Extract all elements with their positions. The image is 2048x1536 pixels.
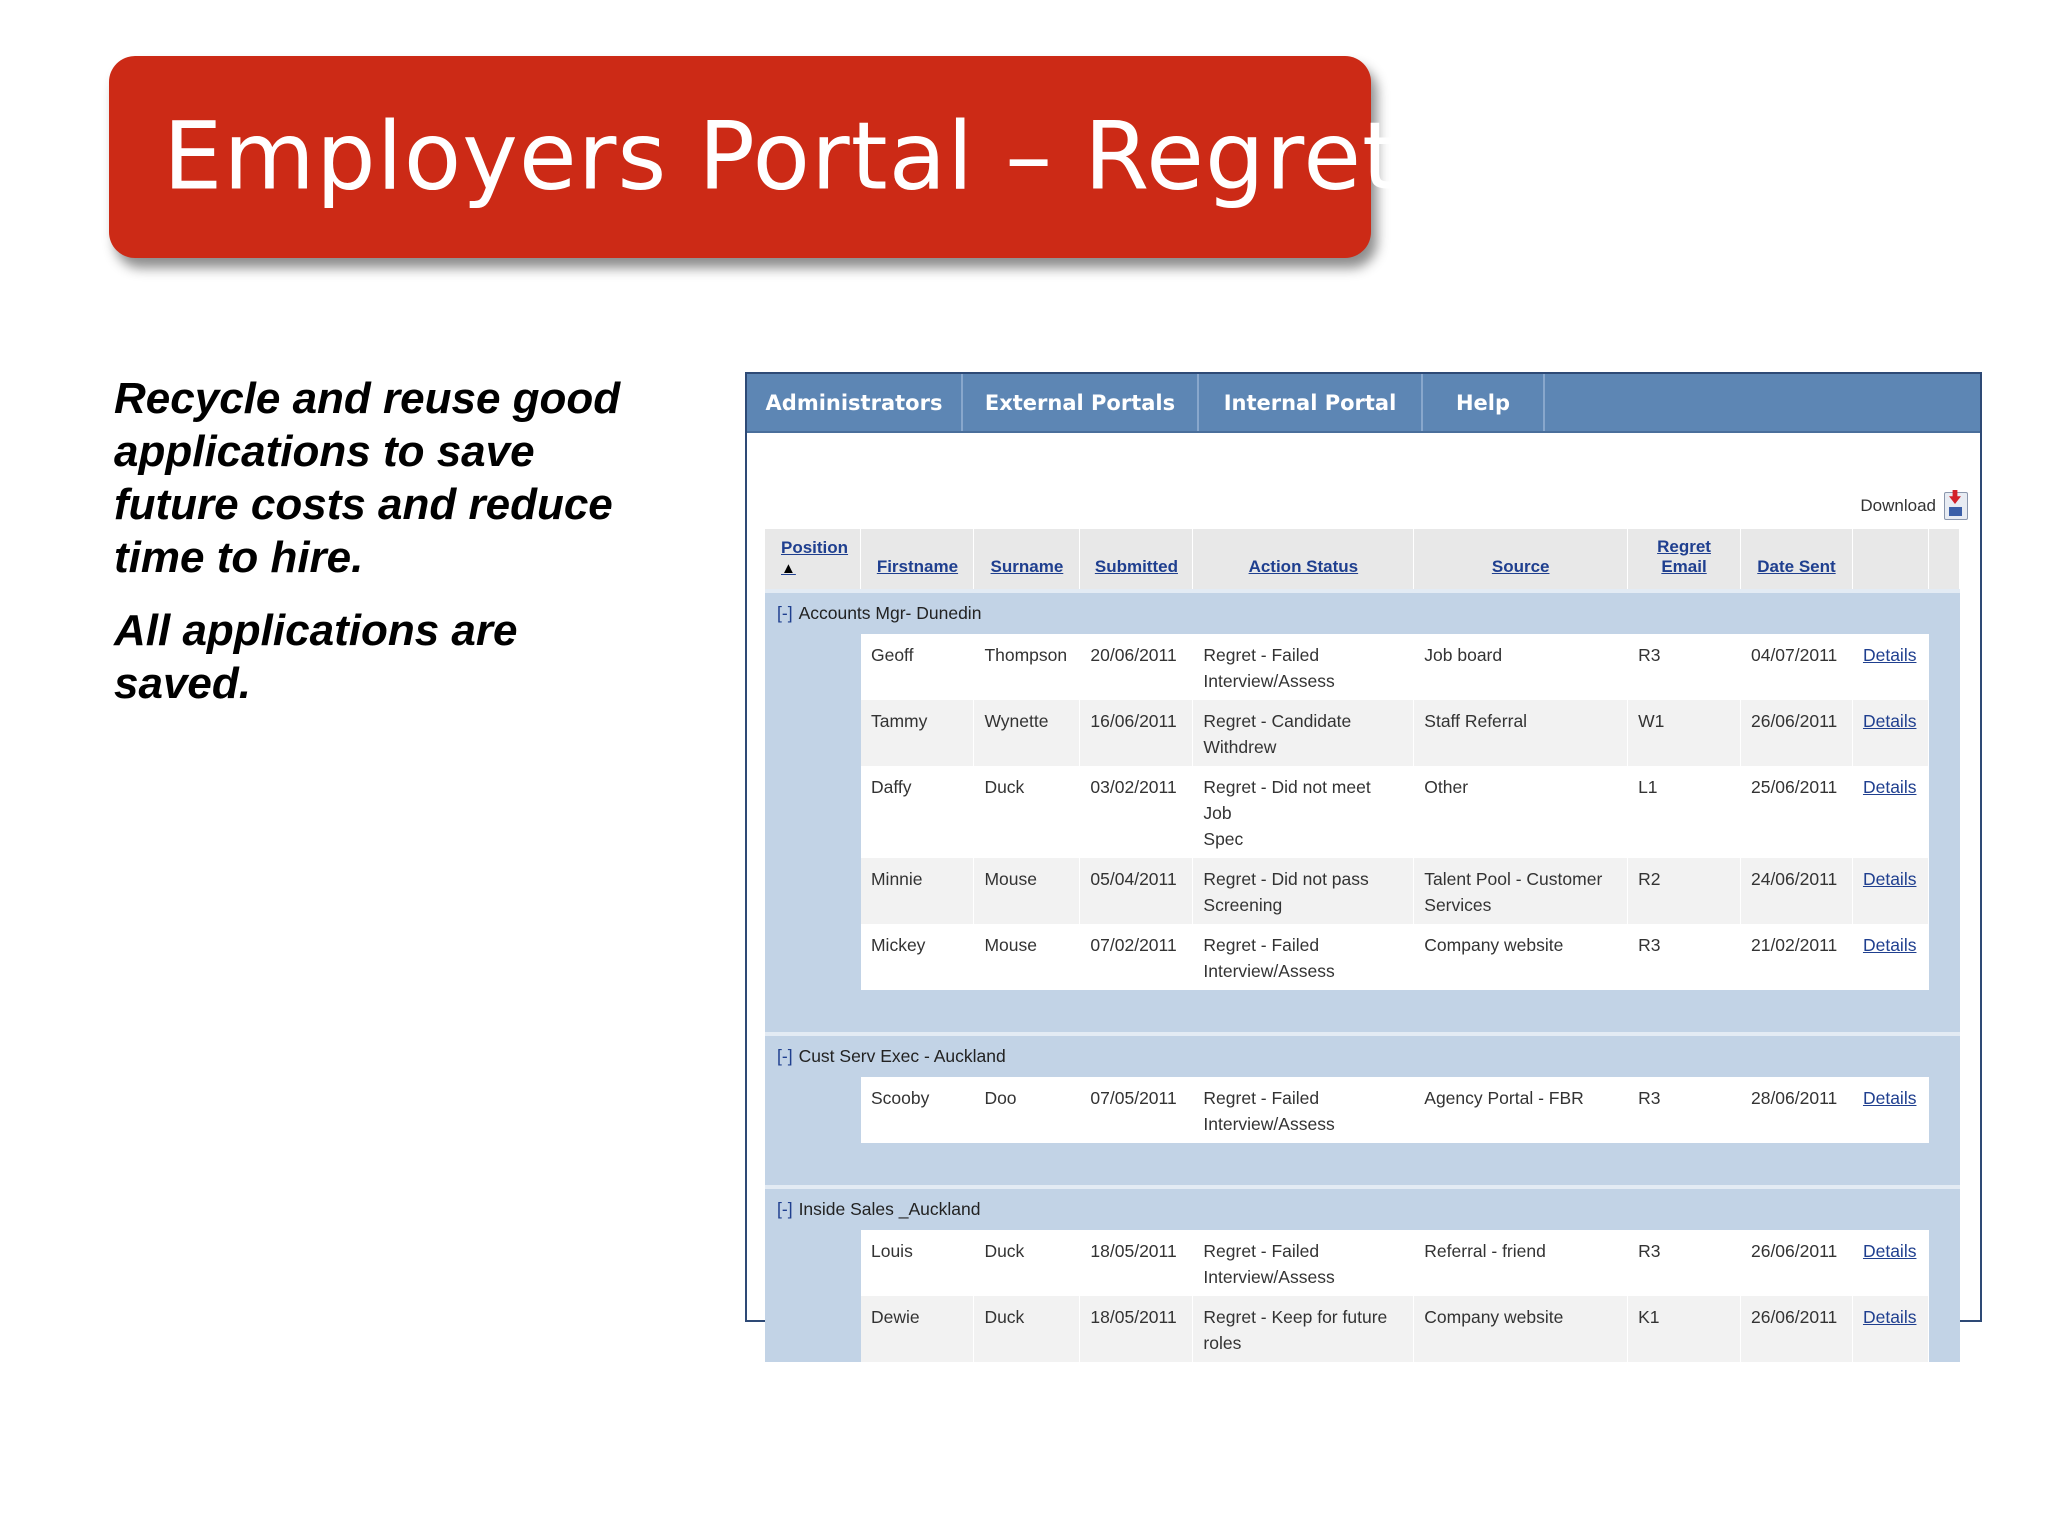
collapse-toggle[interactable]: [-] (777, 1199, 793, 1219)
action-status-cell: Regret - Did not meet Job Spec (1193, 766, 1414, 858)
group-row (765, 1187, 1960, 1230)
slide-body-text (114, 372, 654, 730)
details-cell (1852, 1077, 1928, 1143)
row-trailing-margin (1928, 634, 1959, 700)
row-indent (765, 858, 861, 924)
nav-help[interactable]: Help (1423, 374, 1545, 431)
submitted-cell: 18/05/2011 (1080, 1296, 1193, 1362)
action-status-cell: Regret - Failed Interview/Assess (1193, 1230, 1414, 1296)
source-cell: Referral - friend (1414, 1230, 1628, 1296)
source-cell: Talent Pool - Customer Services (1414, 858, 1628, 924)
row-indent (765, 700, 861, 766)
firstname-cell: Daffy (861, 766, 974, 858)
download-label: Download (1860, 496, 1936, 515)
column-header-regret-email[interactable]: Regret Email (1628, 529, 1741, 591)
table-row (765, 924, 1960, 990)
paragraph-saved: All applications are saved. (114, 606, 518, 708)
action-status-cell: Regret - Did not pass Screening (1193, 858, 1414, 924)
details-link[interactable]: Details (1862, 935, 1917, 955)
group-spacer (765, 990, 1960, 1034)
submitted-cell: 07/02/2011 (1080, 924, 1193, 990)
column-header-action-status[interactable]: Action Status (1193, 529, 1414, 591)
date-sent-cell: 21/02/2011 (1740, 924, 1852, 990)
group-spacer-cell (765, 990, 1960, 1034)
surname-cell: Wynette (974, 700, 1080, 766)
slide-title: Employers Portal – Regret Stage (163, 102, 1708, 212)
table-row (765, 1077, 1960, 1143)
action-status-cell: Regret - Failed Interview/Assess (1193, 924, 1414, 990)
table-row (765, 700, 1960, 766)
table-row (765, 858, 1960, 924)
submitted-cell: 20/06/2011 (1080, 634, 1193, 700)
portal-screenshot (745, 372, 1982, 1353)
group-header (765, 591, 1960, 634)
table-row (765, 766, 1960, 858)
firstname-cell: Tammy (861, 700, 974, 766)
regret-email-cell: R3 (1628, 924, 1741, 990)
column-header-submitted[interactable]: Submitted (1080, 529, 1193, 591)
row-indent (765, 1230, 861, 1296)
nav-filler (1545, 374, 1980, 431)
collapse-toggle[interactable]: [-] (777, 1046, 793, 1066)
nav-administrators[interactable]: Administrators (747, 374, 963, 431)
sort-ascending-icon: ▲ (781, 560, 796, 577)
details-link[interactable]: Details (1862, 1088, 1917, 1108)
column-header-firstname[interactable]: Firstname (861, 529, 974, 591)
group-spacer-cell (765, 1143, 1960, 1187)
table-row (765, 1296, 1960, 1362)
regret-email-cell: R3 (1628, 1077, 1741, 1143)
details-cell (1852, 634, 1928, 700)
surname-cell: Duck (974, 1230, 1080, 1296)
source-cell: Agency Portal - FBR (1414, 1077, 1628, 1143)
details-cell (1852, 700, 1928, 766)
column-header-source[interactable]: Source (1414, 529, 1628, 591)
column-header-position[interactable]: Position ▲ (765, 529, 861, 591)
column-header-blank (1928, 529, 1959, 591)
paragraph-recycle: Recycle and reuse good applications to save future costs and reduce time to hire. (114, 374, 621, 582)
column-header-details (1852, 529, 1928, 591)
row-indent (765, 766, 861, 858)
source-cell: Staff Referral (1414, 700, 1628, 766)
date-sent-cell: 25/06/2011 (1740, 766, 1852, 858)
group-row (765, 591, 1960, 634)
surname-cell: Duck (974, 1296, 1080, 1362)
download-link[interactable] (1860, 492, 1968, 520)
firstname-cell: Scooby (861, 1077, 974, 1143)
portal-nav-bar (747, 374, 1980, 433)
submitted-cell: 05/04/2011 (1080, 858, 1193, 924)
row-trailing-margin (1928, 1077, 1959, 1143)
row-trailing-margin (1928, 766, 1959, 858)
firstname-cell: Mickey (861, 924, 974, 990)
table-body (765, 591, 1960, 1362)
surname-cell: Doo (974, 1077, 1080, 1143)
details-link[interactable]: Details (1862, 1307, 1917, 1327)
row-trailing-margin (1928, 700, 1959, 766)
regret-email-cell: R3 (1628, 1230, 1741, 1296)
details-link[interactable]: Details (1862, 869, 1917, 889)
details-cell (1852, 766, 1928, 858)
source-cell: Job board (1414, 634, 1628, 700)
slide-title-banner (109, 56, 1708, 258)
source-cell: Other (1414, 766, 1628, 858)
group-position-name: Accounts Mgr- Dunedin (798, 603, 982, 623)
row-indent (765, 1077, 861, 1143)
group-position-name: Cust Serv Exec - Auckland (798, 1046, 1006, 1066)
details-link[interactable]: Details (1862, 777, 1917, 797)
details-cell (1852, 1296, 1928, 1362)
action-status-cell: Regret - Keep for future roles (1193, 1296, 1414, 1362)
submitted-cell: 07/05/2011 (1080, 1077, 1193, 1143)
date-sent-cell: 26/06/2011 (1740, 1296, 1852, 1362)
regret-email-cell: K1 (1628, 1296, 1741, 1362)
row-trailing-margin (1928, 924, 1959, 990)
group-position-name: Inside Sales _Auckland (798, 1199, 981, 1219)
regret-email-cell: R2 (1628, 858, 1741, 924)
table-row (765, 634, 1960, 700)
regret-applications-table (765, 529, 1960, 1362)
collapse-toggle[interactable]: [-] (777, 603, 793, 623)
group-header (765, 1187, 1960, 1230)
details-cell (1852, 924, 1928, 990)
row-trailing-margin (1928, 858, 1959, 924)
firstname-cell: Louis (861, 1230, 974, 1296)
action-status-cell: Regret - Failed Interview/Assess (1193, 1077, 1414, 1143)
surname-cell: Mouse (974, 924, 1080, 990)
group-header (765, 1034, 1960, 1077)
submitted-cell: 16/06/2011 (1080, 700, 1193, 766)
details-link[interactable]: Details (1862, 1241, 1917, 1261)
source-cell: Company website (1414, 924, 1628, 990)
action-status-cell: Regret - Candidate Withdrew (1193, 700, 1414, 766)
column-header-date-sent[interactable]: Date Sent (1740, 529, 1852, 591)
nav-internal-portal[interactable]: Internal Portal (1199, 374, 1423, 431)
firstname-cell: Geoff (861, 634, 974, 700)
row-indent (765, 634, 861, 700)
surname-cell: Mouse (974, 858, 1080, 924)
table-row (765, 1230, 1960, 1296)
date-sent-cell: 04/07/2011 (1740, 634, 1852, 700)
row-indent (765, 1296, 861, 1362)
row-trailing-margin (1928, 1296, 1959, 1362)
submitted-cell: 18/05/2011 (1080, 1230, 1193, 1296)
details-link[interactable]: Details (1862, 645, 1917, 665)
submitted-cell: 03/02/2011 (1080, 766, 1193, 858)
date-sent-cell: 24/06/2011 (1740, 858, 1852, 924)
row-trailing-margin (1928, 1230, 1959, 1296)
regret-email-cell: R3 (1628, 634, 1741, 700)
details-cell (1852, 858, 1928, 924)
surname-cell: Duck (974, 766, 1080, 858)
nav-external-portals[interactable]: External Portals (963, 374, 1199, 431)
group-row (765, 1034, 1960, 1077)
regret-email-cell: L1 (1628, 766, 1741, 858)
surname-cell: Thompson (974, 634, 1080, 700)
action-status-cell: Regret - Failed Interview/Assess (1193, 634, 1414, 700)
firstname-cell: Minnie (861, 858, 974, 924)
date-sent-cell: 26/06/2011 (1740, 700, 1852, 766)
firstname-cell: Dewie (861, 1296, 974, 1362)
table-header-row (765, 529, 1960, 591)
pdf-download-icon[interactable] (1944, 492, 1968, 520)
date-sent-cell: 28/06/2011 (1740, 1077, 1852, 1143)
details-cell (1852, 1230, 1928, 1296)
details-link[interactable]: Details (1862, 711, 1917, 731)
group-spacer (765, 1143, 1960, 1187)
row-indent (765, 924, 861, 990)
regret-email-cell: W1 (1628, 700, 1741, 766)
source-cell: Company website (1414, 1296, 1628, 1362)
date-sent-cell: 26/06/2011 (1740, 1230, 1852, 1296)
column-header-surname[interactable]: Surname (974, 529, 1080, 591)
